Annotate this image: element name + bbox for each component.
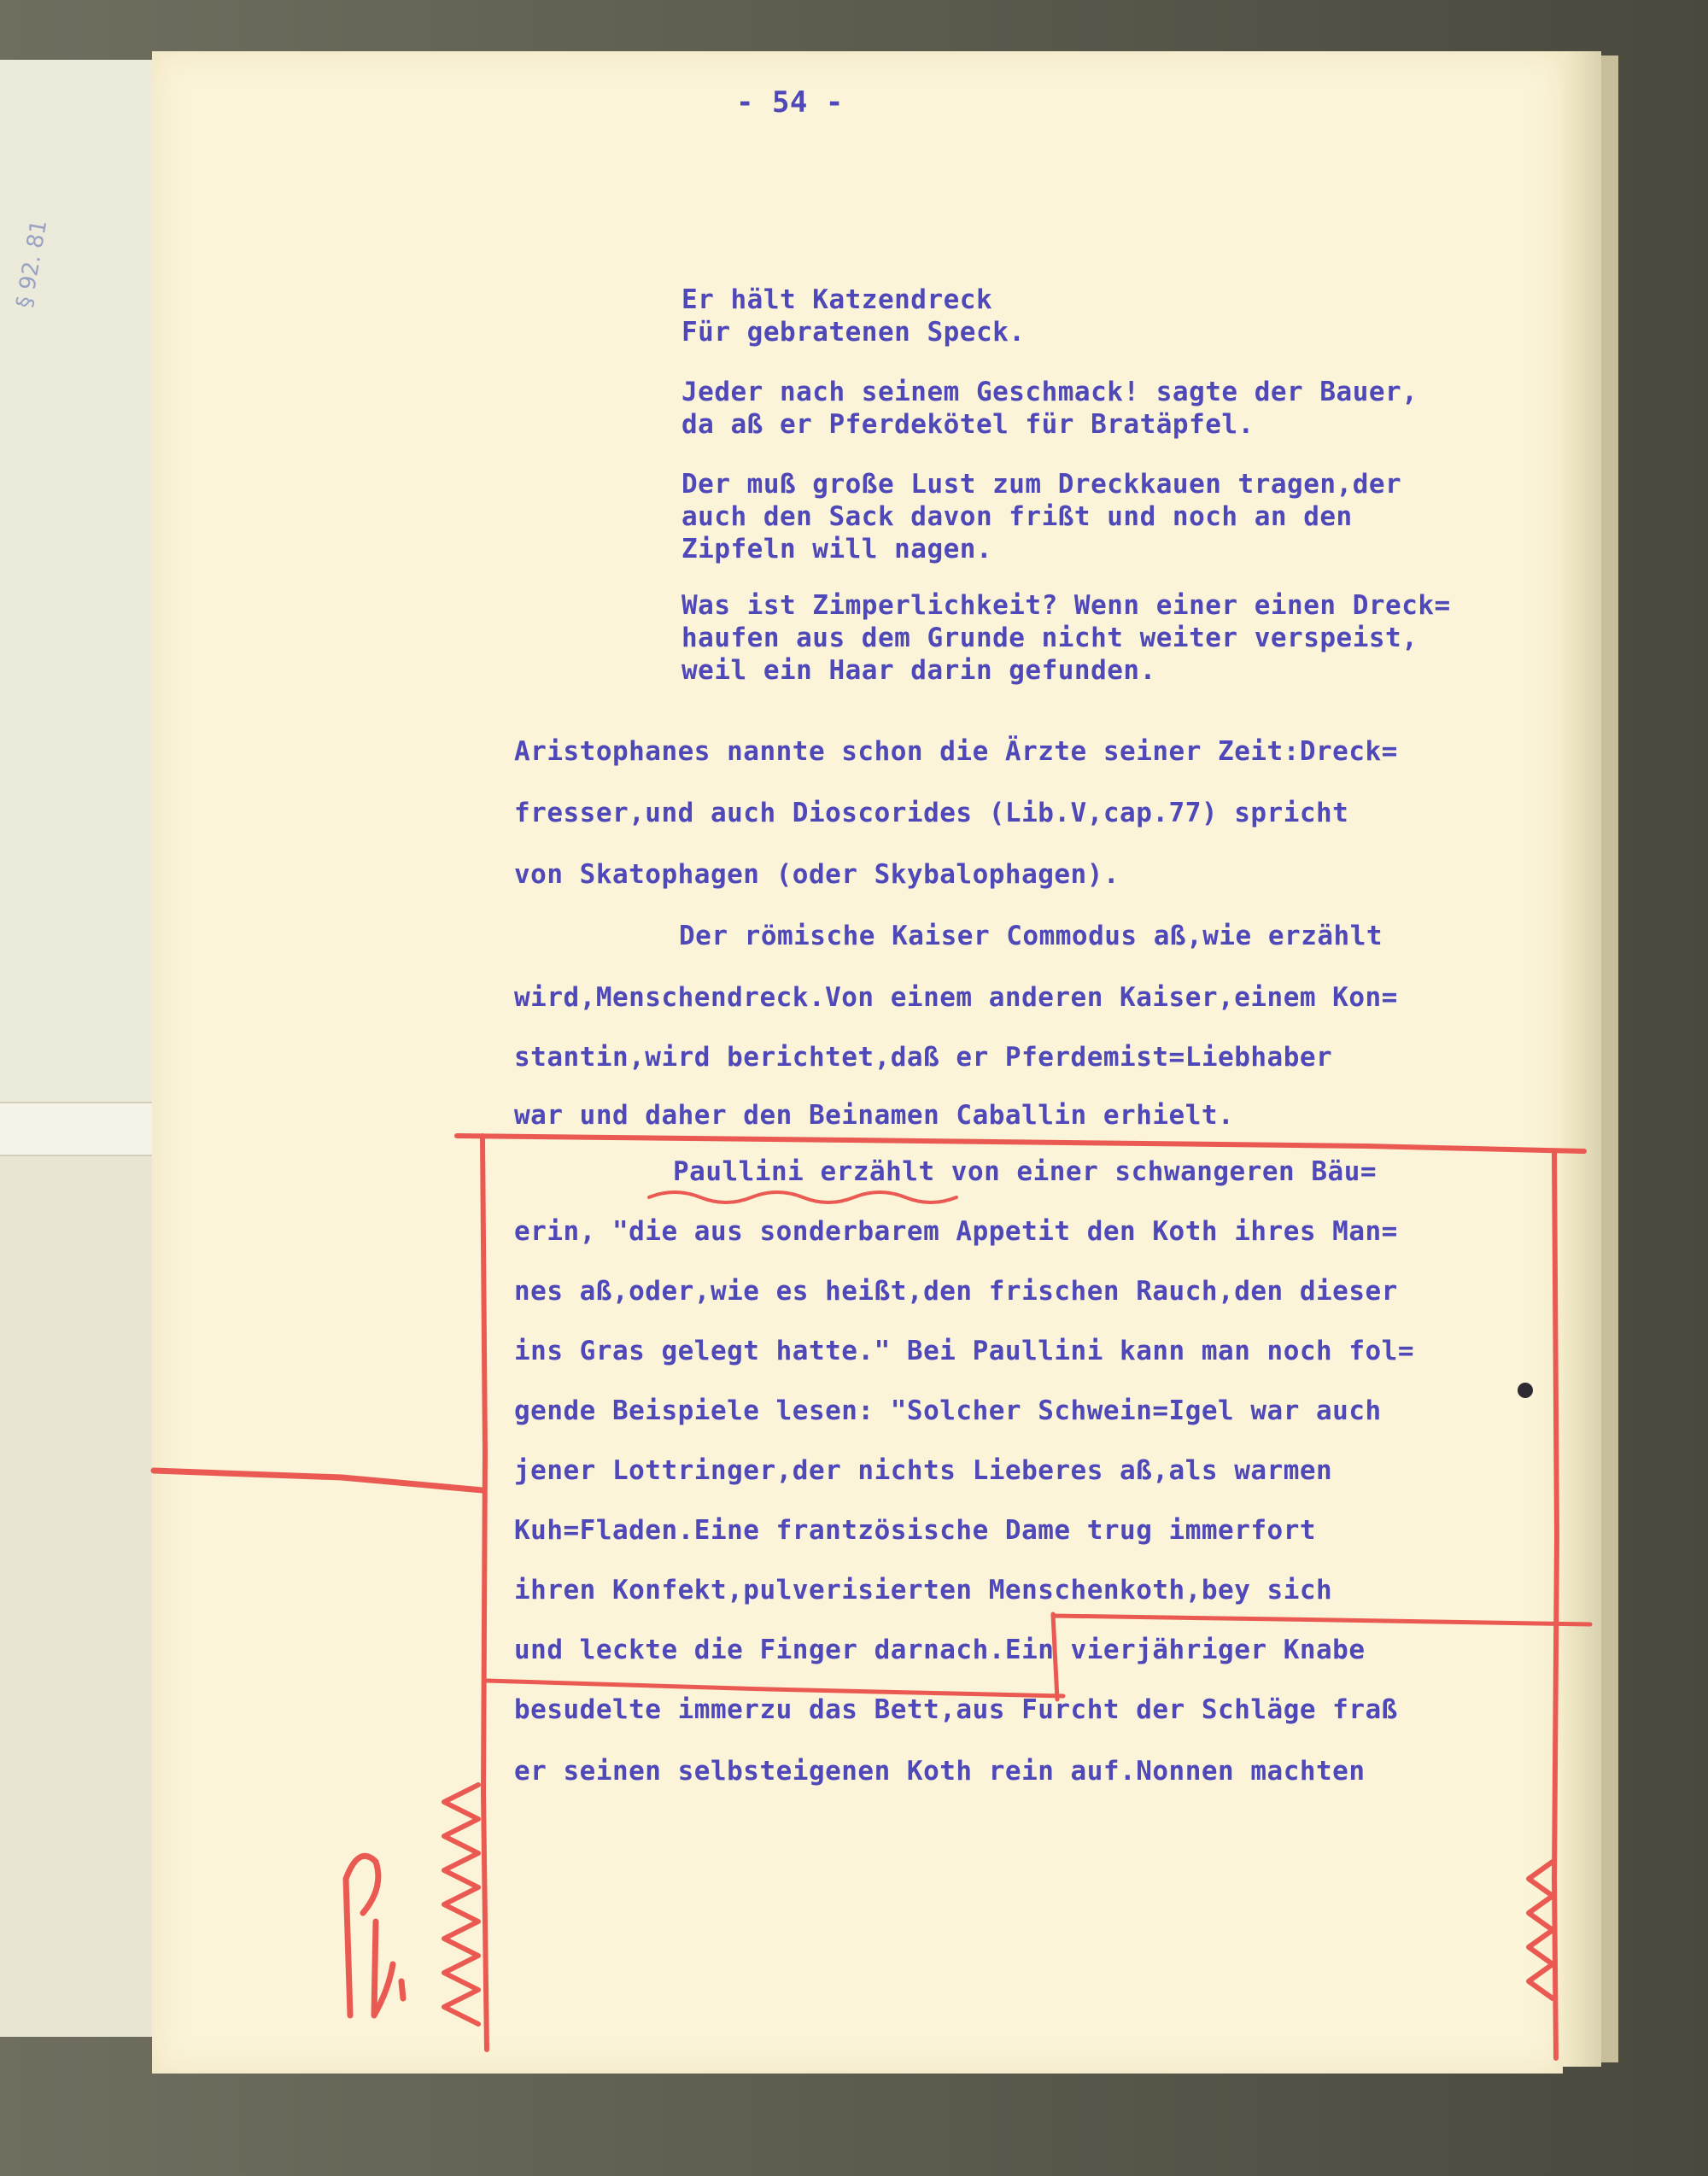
body-line-7: war und daher den Beinamen Caballin erhielt. <box>514 1100 1235 1131</box>
body-line-16: und leckte die Finger darnach.Ein vierjähriger Knabe <box>514 1635 1366 1665</box>
pencil-wavy-underline <box>649 1192 956 1202</box>
quote-3-line-3: Zipfeln will nagen. <box>681 534 993 564</box>
body-line-5: wird,Menschendreck.Von einem anderen Kaiser,einem Kon= <box>514 982 1398 1013</box>
body-line-14: Kuh=Fladen.Eine frantzösische Dame trug immerfort <box>514 1515 1317 1546</box>
quote-4-line-1: Was ist Zimperlichkeit? Wenn einer einen Dreck= <box>681 590 1451 621</box>
body-line-10: nes aß,oder,wie es heißt,den frischen Rauch,den dieser <box>514 1276 1398 1307</box>
body-line-15: ihren Konfekt,pulverisierten Menschenkoth,bey sich <box>514 1575 1333 1606</box>
body-line-2: fresser,und auch Dioscorides (Lib.V,cap.77) spricht <box>514 798 1349 828</box>
quote-1-line-2: Für gebratenen Speck. <box>681 317 1026 348</box>
pencil-box-right <box>1554 1153 1557 2058</box>
pencil-left-extension <box>154 1471 483 1490</box>
body-line-3: von Skatophagen (oder Skybalophagen). <box>514 859 1120 890</box>
quote-2-line-1: Jeder nach seinem Geschmack! sagte der Bauer, <box>681 377 1418 407</box>
left-page-stamp: § 92. 81 <box>11 218 53 310</box>
quote-1-line-1: Er hält Katzendreck <box>681 284 993 315</box>
quote-2-line-2: da aß er Pferdekötel für Bratäpfel. <box>681 409 1255 440</box>
pencil-handwritten-mark <box>346 1856 403 2015</box>
body-line-11: ins Gras gelegt hatte." Bei Paullini kann man noch fol= <box>514 1336 1414 1366</box>
pencil-zigzag-left <box>444 1785 478 2024</box>
pencil-box-left <box>483 1136 487 2050</box>
body-line-6: stantin,wird berichtet,daß er Pferdemist=Liebhaber <box>514 1042 1333 1073</box>
body-line-1: Aristophanes nannte schon die Ärzte seiner Zeit:Dreck= <box>514 736 1398 767</box>
ink-dot <box>1518 1383 1533 1398</box>
pencil-inner-vertical <box>1053 1614 1057 1699</box>
quote-4-line-2: haufen aus dem Grunde nicht weiter verspeist, <box>681 623 1418 653</box>
page-number: - 54 - <box>736 85 844 120</box>
body-line-18: er seinen selbsteigenen Koth rein auf.Nonnen machten <box>514 1756 1366 1787</box>
body-line-13: jener Lottringer,der nichts Lieberes aß,als warmen <box>514 1455 1333 1486</box>
body-line-9: erin, "die aus sonderbarem Appetit den Koth ihres Man= <box>514 1216 1398 1247</box>
pencil-zigzag-right <box>1529 1862 1553 1998</box>
pencil-inner-bottom <box>487 1681 1063 1696</box>
body-line-8: Paullini erzählt von einer schwangeren Bäu= <box>673 1156 1378 1187</box>
body-line-12: gende Beispiele lesen: "Solcher Schwein=Igel war auch <box>514 1395 1382 1426</box>
quote-3-line-2: auch den Sack davon frißt und noch an den <box>681 501 1353 532</box>
body-line-4: Der römische Kaiser Commodus aß,wie erzählt <box>679 921 1383 951</box>
quote-4-line-3: weil ein Haar darin gefunden. <box>681 655 1156 686</box>
pencil-inner-top <box>1053 1616 1590 1624</box>
body-line-17: besudelte immerzu das Bett,aus Furcht der Schläge fraß <box>514 1694 1398 1725</box>
quote-3-line-1: Der muß große Lust zum Dreckkauen tragen,der <box>681 469 1402 500</box>
pencil-box-top <box>457 1136 1584 1151</box>
